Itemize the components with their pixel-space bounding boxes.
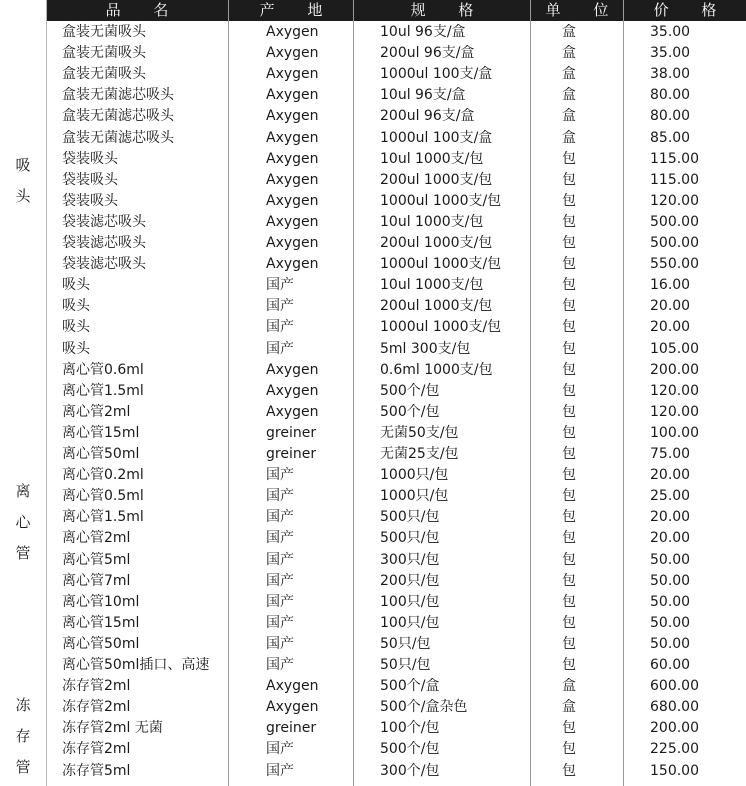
origin-cell: Axygen <box>266 192 319 209</box>
table-row <box>0 191 746 212</box>
price-cell: 550.00 <box>650 256 699 273</box>
table-row <box>0 212 746 233</box>
spec-cell: 200ul 1000支/包 <box>380 235 493 251</box>
product-name-cell: 离心管50ml <box>62 635 140 652</box>
unit-cell: 包 <box>562 572 576 589</box>
unit-cell: 包 <box>562 720 576 737</box>
table-row <box>0 655 746 676</box>
unit-cell: 包 <box>562 382 576 399</box>
table-row <box>0 718 746 739</box>
unit-cell: 包 <box>562 551 576 568</box>
product-name-cell: 袋装吸头 <box>62 171 118 188</box>
header-origin: 产 地 <box>229 0 353 21</box>
product-name-cell: 冻存管2ml <box>62 699 131 716</box>
table-row <box>0 613 746 634</box>
origin-cell: Axygen <box>266 213 319 230</box>
price-cell: 105.00 <box>650 340 699 357</box>
price-cell: 20.00 <box>650 319 691 336</box>
price-cell: 200.00 <box>650 720 699 737</box>
table-row <box>0 465 746 486</box>
category-char: 存 <box>15 727 31 745</box>
spec-cell: 1000ul 100支/盒 <box>380 129 493 146</box>
origin-cell: 国产 <box>266 467 294 484</box>
product-name-cell: 冻存管2ml <box>62 678 131 695</box>
spec-cell: 500个/盒 <box>380 678 440 695</box>
table-header <box>0 0 746 22</box>
price-cell: 120.00 <box>650 403 699 420</box>
origin-cell: greiner <box>266 424 317 441</box>
unit-cell: 盒 <box>562 24 576 40</box>
product-name-cell: 离心管2ml <box>62 403 131 420</box>
origin-cell: 国产 <box>266 551 294 568</box>
unit-cell: 包 <box>562 213 576 230</box>
spec-cell: 300只/包 <box>380 551 440 568</box>
product-name-cell: 吸头 <box>62 319 90 336</box>
unit-cell: 包 <box>562 509 576 526</box>
origin-cell: Axygen <box>266 24 319 40</box>
unit-cell: 包 <box>562 530 576 547</box>
spec-cell: 500个/包 <box>380 382 440 399</box>
price-cell: 200.00 <box>650 361 699 378</box>
unit-cell: 包 <box>562 361 576 378</box>
table-row <box>0 275 746 296</box>
product-name-cell: 离心管50ml插口、高速 <box>62 657 210 673</box>
price-cell: 20.00 <box>650 298 691 315</box>
price-cell: 85.00 <box>650 129 691 146</box>
origin-cell: Axygen <box>266 150 319 167</box>
origin-cell: 国产 <box>266 509 294 526</box>
table-row <box>0 128 746 149</box>
origin-cell: 国产 <box>266 319 294 336</box>
unit-cell: 包 <box>562 403 576 420</box>
spec-cell: 100只/包 <box>380 593 440 610</box>
category-char: 离 <box>15 482 31 500</box>
spec-cell: 5ml 300支/包 <box>380 340 471 357</box>
price-cell: 20.00 <box>650 467 691 484</box>
table-row <box>0 634 746 655</box>
unit-cell: 包 <box>562 277 576 294</box>
spec-cell: 10ul 1000支/包 <box>380 277 484 294</box>
product-name-cell: 离心管0.5ml <box>62 488 144 505</box>
price-cell: 25.00 <box>650 488 691 505</box>
unit-cell: 包 <box>562 488 576 505</box>
price-cell: 35.00 <box>650 24 691 40</box>
origin-cell: 国产 <box>266 572 294 589</box>
spec-cell: 0.6ml 1000支/包 <box>380 361 493 378</box>
spec-cell: 200只/包 <box>380 572 440 589</box>
origin-cell: Axygen <box>266 129 319 146</box>
origin-cell: Axygen <box>266 699 319 716</box>
origin-cell: 国产 <box>266 635 294 652</box>
origin-cell: 国产 <box>266 614 294 631</box>
category-char: 头 <box>15 187 31 205</box>
spec-cell: 50只/包 <box>380 635 431 652</box>
unit-cell: 包 <box>562 741 576 758</box>
spec-cell: 10ul 1000支/包 <box>380 213 484 230</box>
spec-cell: 500只/包 <box>380 530 440 547</box>
spec-cell: 200ul 1000支/包 <box>380 298 493 315</box>
spec-cell: 1000只/包 <box>380 488 449 505</box>
price-cell: 60.00 <box>650 657 691 673</box>
product-name-cell: 盒装无菌吸头 <box>62 24 146 40</box>
unit-cell: 包 <box>562 340 576 357</box>
unit-cell: 盒 <box>562 87 576 104</box>
spec-cell: 1000ul 1000支/包 <box>380 319 502 336</box>
product-name-cell: 袋装吸头 <box>62 192 118 209</box>
price-cell: 100.00 <box>650 424 699 441</box>
product-name-cell: 离心管15ml <box>62 614 140 631</box>
product-name-cell: 离心管7ml <box>62 572 131 589</box>
product-name-cell: 离心管1.5ml <box>62 509 144 526</box>
table-row <box>0 739 746 760</box>
table-row <box>0 423 746 444</box>
product-name-cell: 冻存管2ml 无菌 <box>62 720 163 737</box>
table-row <box>0 402 746 423</box>
price-cell: 50.00 <box>650 572 691 589</box>
price-cell: 680.00 <box>650 699 699 716</box>
origin-cell: 国产 <box>266 298 294 315</box>
spec-cell: 500个/盒杂色 <box>380 699 468 716</box>
table-row <box>0 170 746 191</box>
header-product-name: 品 名 <box>46 0 228 21</box>
unit-cell: 包 <box>562 593 576 610</box>
product-name-cell: 袋装滤芯吸头 <box>62 256 146 273</box>
unit-cell: 盒 <box>562 108 576 125</box>
origin-cell: Axygen <box>266 256 319 273</box>
unit-cell: 包 <box>562 657 576 673</box>
product-name-cell: 离心管0.6ml <box>62 361 144 378</box>
unit-cell: 包 <box>562 256 576 273</box>
price-cell: 500.00 <box>650 213 699 230</box>
spec-cell: 500只/包 <box>380 509 440 526</box>
unit-cell: 包 <box>562 635 576 652</box>
price-cell: 80.00 <box>650 87 691 104</box>
spec-cell: 200ul 96支/盒 <box>380 45 475 62</box>
product-name-cell: 离心管10ml <box>62 593 140 610</box>
price-cell: 20.00 <box>650 530 691 547</box>
origin-cell: Axygen <box>266 45 319 62</box>
unit-cell: 盒 <box>562 678 576 695</box>
spec-cell: 10ul 96支/盒 <box>380 24 466 40</box>
origin-cell: 国产 <box>266 657 294 673</box>
unit-cell: 盒 <box>562 66 576 83</box>
spec-cell: 100个/包 <box>380 720 440 737</box>
origin-cell: Axygen <box>266 87 319 104</box>
table-row <box>0 296 746 317</box>
price-cell: 35.00 <box>650 45 691 62</box>
spec-cell: 100只/包 <box>380 614 440 631</box>
origin-cell: 国产 <box>266 593 294 610</box>
product-name-cell: 盒装无菌吸头 <box>62 45 146 62</box>
table-row <box>0 85 746 106</box>
origin-cell: Axygen <box>266 403 319 420</box>
table-row <box>0 486 746 507</box>
product-name-cell: 离心管1.5ml <box>62 382 144 399</box>
table-row <box>0 676 746 697</box>
origin-cell: Axygen <box>266 108 319 125</box>
table-row <box>0 22 746 43</box>
origin-cell: 国产 <box>266 741 294 758</box>
table-row <box>0 254 746 275</box>
spec-cell: 无菌25支/包 <box>380 446 459 462</box>
origin-cell: greiner <box>266 720 317 737</box>
price-cell: 600.00 <box>650 678 699 695</box>
price-cell: 16.00 <box>650 277 691 294</box>
spec-cell: 200ul 96支/盒 <box>380 108 475 125</box>
unit-cell: 包 <box>562 192 576 209</box>
unit-cell: 盒 <box>562 45 576 62</box>
product-name-cell: 袋装滤芯吸头 <box>62 213 146 230</box>
category-char: 冻 <box>15 696 31 714</box>
origin-cell: Axygen <box>266 171 319 188</box>
table-row <box>0 761 746 782</box>
spec-cell: 1000ul 100支/盒 <box>380 66 493 83</box>
product-name-cell: 冻存管2ml <box>62 741 131 758</box>
table-row <box>0 571 746 592</box>
unit-cell: 包 <box>562 298 576 315</box>
spec-cell: 1000只/包 <box>380 467 449 484</box>
category-char: 管 <box>15 544 31 562</box>
spec-cell: 1000ul 1000支/包 <box>380 192 502 209</box>
price-cell: 50.00 <box>650 593 691 610</box>
product-name-cell: 离心管0.2ml <box>62 467 144 484</box>
spec-cell: 10ul 96支/盒 <box>380 87 466 104</box>
table-row <box>0 697 746 718</box>
price-cell: 115.00 <box>650 171 699 188</box>
origin-cell: greiner <box>266 446 317 462</box>
price-cell: 75.00 <box>650 446 691 462</box>
spec-cell: 50只/包 <box>380 657 431 673</box>
origin-cell: Axygen <box>266 66 319 83</box>
table-row <box>0 339 746 360</box>
spec-cell: 无菌50支/包 <box>380 424 459 441</box>
product-name-cell: 吸头 <box>62 298 90 315</box>
table-row <box>0 43 746 64</box>
price-cell: 500.00 <box>650 235 699 251</box>
spec-cell: 200ul 1000支/包 <box>380 171 493 188</box>
product-name-cell: 吸头 <box>62 277 90 294</box>
product-name-cell: 盒装无菌滤芯吸头 <box>62 108 174 125</box>
product-name-cell: 吸头 <box>62 340 90 357</box>
price-cell: 20.00 <box>650 509 691 526</box>
table-row <box>0 149 746 170</box>
unit-cell: 盒 <box>562 699 576 716</box>
product-name-cell: 离心管5ml <box>62 551 131 568</box>
header-price: 价 格 <box>624 0 746 21</box>
product-name-cell: 盒装无菌滤芯吸头 <box>62 87 174 104</box>
product-name-cell: 袋装滤芯吸头 <box>62 235 146 251</box>
product-name-cell: 盒装无菌吸头 <box>62 66 146 83</box>
price-cell: 225.00 <box>650 741 699 758</box>
category-char: 吸 <box>15 156 31 174</box>
origin-cell: 国产 <box>266 340 294 357</box>
origin-cell: Axygen <box>266 382 319 399</box>
unit-cell: 包 <box>562 467 576 484</box>
product-name-cell: 离心管15ml <box>62 424 140 441</box>
origin-cell: 国产 <box>266 530 294 547</box>
table-row <box>0 317 746 338</box>
unit-cell: 包 <box>562 762 576 779</box>
product-name-cell: 盒装无菌滤芯吸头 <box>62 129 174 146</box>
price-cell: 150.00 <box>650 762 699 779</box>
table-row <box>0 381 746 402</box>
origin-cell: 国产 <box>266 277 294 294</box>
table-row <box>0 592 746 613</box>
table-row <box>0 360 746 381</box>
unit-cell: 包 <box>562 235 576 251</box>
product-name-cell: 袋装吸头 <box>62 150 118 167</box>
price-cell: 50.00 <box>650 551 691 568</box>
table-row <box>0 507 746 528</box>
table-row <box>0 106 746 127</box>
origin-cell: 国产 <box>266 762 294 779</box>
unit-cell: 包 <box>562 614 576 631</box>
table-row <box>0 528 746 549</box>
product-name-cell: 冻存管5ml <box>62 762 131 779</box>
unit-cell: 包 <box>562 446 576 462</box>
table-row <box>0 233 746 254</box>
price-cell: 50.00 <box>650 614 691 631</box>
spec-cell: 1000ul 1000支/包 <box>380 256 502 273</box>
product-name-cell: 离心管50ml <box>62 446 140 462</box>
category-char: 管 <box>15 758 31 776</box>
product-name-cell: 离心管2ml <box>62 530 131 547</box>
header-unit: 单 位 <box>531 0 623 21</box>
spec-cell: 500个/包 <box>380 403 440 420</box>
spec-cell: 10ul 1000支/包 <box>380 150 484 167</box>
table-row <box>0 64 746 85</box>
unit-cell: 包 <box>562 150 576 167</box>
price-cell: 120.00 <box>650 382 699 399</box>
spec-cell: 500个/包 <box>380 741 440 758</box>
unit-cell: 盒 <box>562 129 576 146</box>
origin-cell: 国产 <box>266 488 294 505</box>
header-spec: 规 格 <box>354 0 530 21</box>
unit-cell: 包 <box>562 319 576 336</box>
origin-cell: Axygen <box>266 235 319 251</box>
price-cell: 80.00 <box>650 108 691 125</box>
price-cell: 50.00 <box>650 635 691 652</box>
table-row <box>0 444 746 465</box>
spec-cell: 300个/包 <box>380 762 440 779</box>
unit-cell: 包 <box>562 171 576 188</box>
price-cell: 115.00 <box>650 150 699 167</box>
unit-cell: 包 <box>562 424 576 441</box>
price-cell: 120.00 <box>650 192 699 209</box>
origin-cell: Axygen <box>266 678 319 695</box>
origin-cell: Axygen <box>266 361 319 378</box>
price-cell: 38.00 <box>650 66 691 83</box>
category-char: 心 <box>15 513 31 531</box>
table-row <box>0 550 746 571</box>
